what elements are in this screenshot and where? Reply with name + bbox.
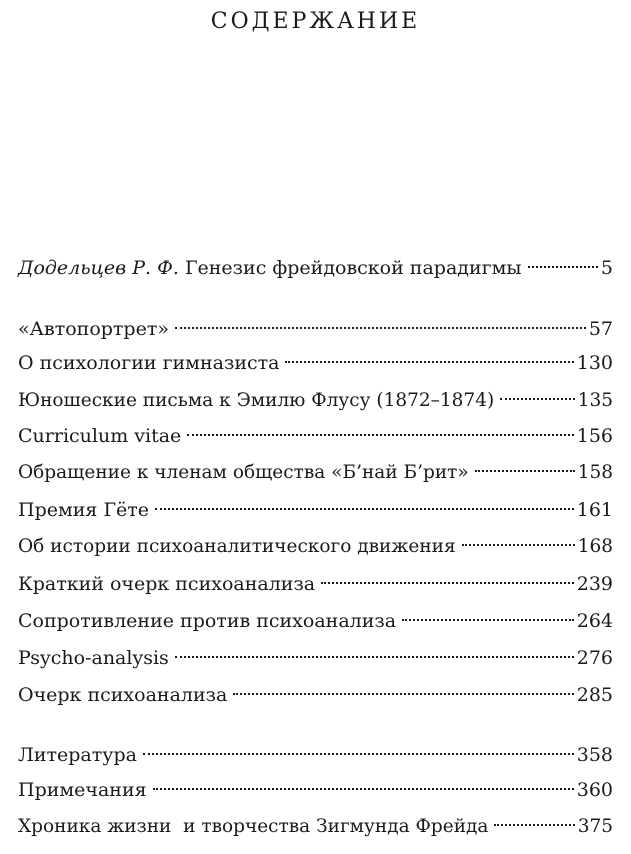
toc-entry <box>18 643 613 673</box>
toc-leader-dots <box>321 582 574 584</box>
toc-entry-page: 130 <box>576 352 613 374</box>
toc-leader-dots <box>143 753 574 755</box>
toc-appendix-entry <box>18 775 613 805</box>
toc-entry-page: 168 <box>577 536 613 557</box>
toc-entry-title: Хроника жизни и творчества Зигмунда Фрейда <box>18 816 489 837</box>
toc-entry-title: «Автопортрет» <box>18 318 169 340</box>
toc-entry <box>18 606 613 636</box>
toc-entry-page: 358 <box>576 744 613 766</box>
page-title: СОДЕРЖАНИЕ <box>210 9 421 34</box>
toc-entry-title: Примечания <box>18 779 147 801</box>
toc-entry-title: Обращение к членам общества «Б’най Б’рит» <box>18 462 469 483</box>
toc-preface <box>18 253 613 283</box>
toc-entry-page: 57 <box>588 318 613 340</box>
toc-leader-dots <box>233 693 573 695</box>
toc-entry-page: 239 <box>576 573 613 595</box>
toc-appendix-entry <box>18 812 613 842</box>
toc-leader-dots <box>285 361 573 363</box>
toc-entry <box>18 532 613 562</box>
toc-preface-page: 5 <box>600 257 613 279</box>
toc-leader-dots <box>402 619 574 621</box>
toc-entry-page: 158 <box>577 462 613 483</box>
toc-entry-page: 264 <box>576 610 613 632</box>
toc-entry-title: Очерк психоанализа <box>18 684 228 706</box>
toc-appendix-entry <box>18 740 613 770</box>
toc-leader-dots <box>494 824 574 826</box>
toc-entry-page: 156 <box>576 425 613 447</box>
toc-preface-author: Додельцев Р. Ф. <box>18 257 179 279</box>
toc-entry <box>18 314 613 344</box>
toc-entry-title: Сопротивление против психоанализа <box>18 610 397 632</box>
toc-entry-title: Curriculum vitae <box>18 425 182 447</box>
toc-entry-title: Литература <box>18 744 137 766</box>
toc-entry-page: 285 <box>576 684 613 706</box>
toc-entry <box>18 348 613 378</box>
toc-preface-title: Генезис фрейдовской парадигмы <box>184 257 522 279</box>
toc-entry-page: 161 <box>576 499 613 521</box>
toc-entry <box>18 386 613 416</box>
toc-entry-title: Премия Гёте <box>18 499 150 521</box>
toc-leader-dots <box>462 544 575 546</box>
toc-entry <box>18 421 613 451</box>
toc-leader-dots <box>175 327 586 329</box>
toc-entry-title: Об истории психоаналитического движения <box>18 536 456 557</box>
toc-leader-dots <box>155 508 574 510</box>
toc-entry-title: Юношеские письма к Эмилю Флусу (1872–1874) <box>18 390 495 411</box>
toc-entry-title: О психологии гимназиста <box>18 352 280 374</box>
toc-entry-page: 375 <box>577 816 613 837</box>
toc-leader-dots <box>153 788 574 790</box>
toc-leader-dots <box>500 398 574 400</box>
toc-entry <box>18 569 613 599</box>
toc-entry-title: Краткий очерк психоанализа <box>18 573 316 595</box>
toc-entry <box>18 680 613 710</box>
toc-entry-page: 135 <box>577 390 613 411</box>
toc-leader-dots <box>528 266 598 268</box>
toc-leader-dots <box>175 656 574 658</box>
toc-entry-page: 360 <box>576 779 613 801</box>
toc-entry-title: Psycho-analysis <box>18 647 169 669</box>
toc-entry-page: 276 <box>576 647 613 669</box>
toc-entry <box>18 458 613 488</box>
toc-leader-dots <box>475 470 575 472</box>
toc-leader-dots <box>187 434 573 436</box>
toc-entry <box>18 495 613 525</box>
